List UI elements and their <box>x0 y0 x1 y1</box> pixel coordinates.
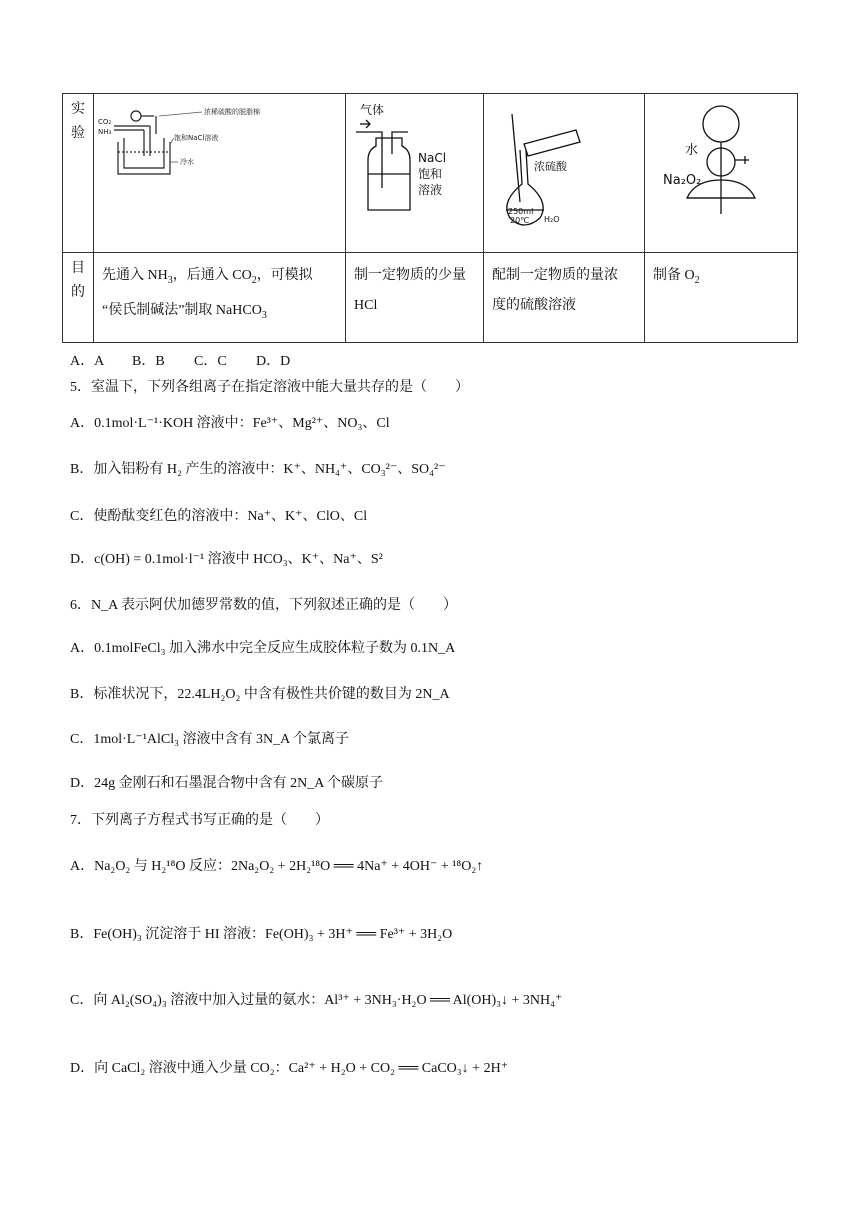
option[interactable]: B．标准状况下，22.4LH₂O₂ 中含有极性共价键的数目为 2N_A <box>70 687 450 702</box>
purpose-a-text: “侯氏制碱法”制取 NaHCO <box>102 302 262 318</box>
row-header-label: 实验 <box>71 102 85 141</box>
apparatus-a-label-2: CO₂ <box>98 118 112 126</box>
option[interactable]: B．加入铝粉有 H₂ 产生的溶液中：K⁺、NH₄⁺、CO₃²⁻、SO₄²⁻ <box>70 462 446 477</box>
apparatus-c-diagram <box>484 94 644 252</box>
purpose-a-text: 先通入 NH <box>102 268 168 283</box>
purpose-c-text: 配制一定物质的量浓 <box>492 268 618 283</box>
purpose-b-text: HCl <box>354 298 378 313</box>
apparatus-c-cell <box>484 94 645 253</box>
purpose-a-text: ，可模拟 <box>256 268 313 283</box>
option[interactable]: D．24g 金刚石和石墨混合物中含有 2N_A 个碳原子 <box>70 776 384 791</box>
experiment-table <box>62 93 798 343</box>
water-label-d: 水 <box>685 143 699 158</box>
flask-volume-label: 250ml <box>508 207 534 216</box>
purpose-c-text: 度的硫酸溶液 <box>492 298 576 313</box>
option[interactable]: C．使酚酞变红色的溶液中：Na⁺、K⁺、ClO、Cl <box>70 509 368 524</box>
purpose-b <box>346 253 484 343</box>
option[interactable]: A．0.1mol·L⁻¹·KOH 溶液中：Fe³⁺、Mg²⁺、NO₃、Cl <box>70 416 390 431</box>
water-label: H₂O <box>544 215 560 224</box>
flask-temp-label: 20℃ <box>510 216 530 225</box>
nacl-label: NaCl <box>418 151 447 165</box>
question-stem: 5．室温下，下列各组离子在指定溶液中能大量共存的是（ ） <box>70 380 469 395</box>
option[interactable]: A．0.1molFeCl₃ 加入沸水中完全反应生成胶体粒子数为 0.1N_A <box>70 641 456 656</box>
gas-label: 气体 <box>360 103 385 117</box>
purpose-row <box>63 253 798 343</box>
apparatus-a-label-3: NH₃ <box>98 128 112 136</box>
apparatus-d-cell <box>645 94 798 253</box>
apparatus-b-diagram <box>346 94 483 252</box>
question-stem: 7．下列离子方程式书写正确的是（ ） <box>70 813 329 828</box>
option[interactable]: D．D <box>256 354 291 369</box>
purpose-a-sub: 3 <box>261 309 267 321</box>
na2o2-label: Na₂O₂ <box>663 173 702 188</box>
q4-options <box>70 350 290 370</box>
purpose-a-text: ，后通入 CO <box>172 268 252 283</box>
purpose-c <box>484 253 645 343</box>
question-stem: 6．N_A 表示阿伏加德罗常数的值，下列叙述正确的是（ ） <box>70 598 457 613</box>
row-header-experiment <box>63 94 94 253</box>
option[interactable]: C．向 Al₂(SO₄)₃ 溶液中加入过量的氨水：Al³⁺ + 3NH₃·H₂O ══ Al(OH)₃↓ + 3NH₄⁺ <box>70 993 563 1008</box>
purpose-a <box>94 253 346 343</box>
conc-acid-label: 浓硫酸 <box>534 160 567 173</box>
apparatus-d-diagram <box>645 94 797 252</box>
option[interactable]: B．B <box>132 354 165 369</box>
solution-label: 溶液 <box>418 183 443 197</box>
purpose-b-text: 制一定物质的少量 <box>354 268 466 283</box>
saturated-label: 饱和 <box>418 167 443 181</box>
option[interactable]: C．C <box>194 354 227 369</box>
apparatus-a-label-1: 浓稀硫酸的脱脂棉 <box>204 108 260 116</box>
apparatus-a-cell <box>94 94 346 253</box>
option[interactable]: B．Fe(OH)₃ 沉淀溶于 HI 溶液：Fe(OH)₃ + 3H⁺ ══ Fe³⁺ + 3H₂O <box>70 927 453 942</box>
option[interactable]: A．A <box>70 354 105 369</box>
purpose-a-sub: 3 <box>167 274 173 286</box>
purpose-d-sub: 2 <box>694 274 700 286</box>
purpose-d <box>645 253 798 343</box>
experiment-row <box>63 94 798 253</box>
apparatus-b-cell <box>346 94 484 253</box>
purpose-a-sub: 2 <box>251 274 257 286</box>
row-header-label: 目的 <box>71 261 85 300</box>
apparatus-a-label-5: 冷水 <box>180 158 194 166</box>
option[interactable]: D．c(OH) = 0.1mol·l⁻¹ 溶液中 HCO₃、K⁺、Na⁺、S² <box>70 552 383 567</box>
apparatus-a-label-4: 饱和NaCl溶液 <box>174 134 219 142</box>
purpose-d-text: 制备 O <box>653 268 695 283</box>
option[interactable]: D．向 CaCl₂ 溶液中通入少量 CO₂：Ca²⁺ + H₂O + CO₂ ══ CaCO₃↓ + 2H⁺ <box>70 1061 509 1076</box>
option[interactable]: C．1mol·L⁻¹AlCl₃ 溶液中含有 3N_A 个氯离子 <box>70 732 349 747</box>
option[interactable]: A．Na₂O₂ 与 H₂¹⁸O 反应：2Na₂O₂ + 2H₂¹⁸O ══ 4Na⁺ + 4OH⁻ + ¹⁸O₂↑ <box>70 859 484 874</box>
apparatus-a-diagram <box>94 94 345 252</box>
row-header-purpose <box>63 253 94 343</box>
